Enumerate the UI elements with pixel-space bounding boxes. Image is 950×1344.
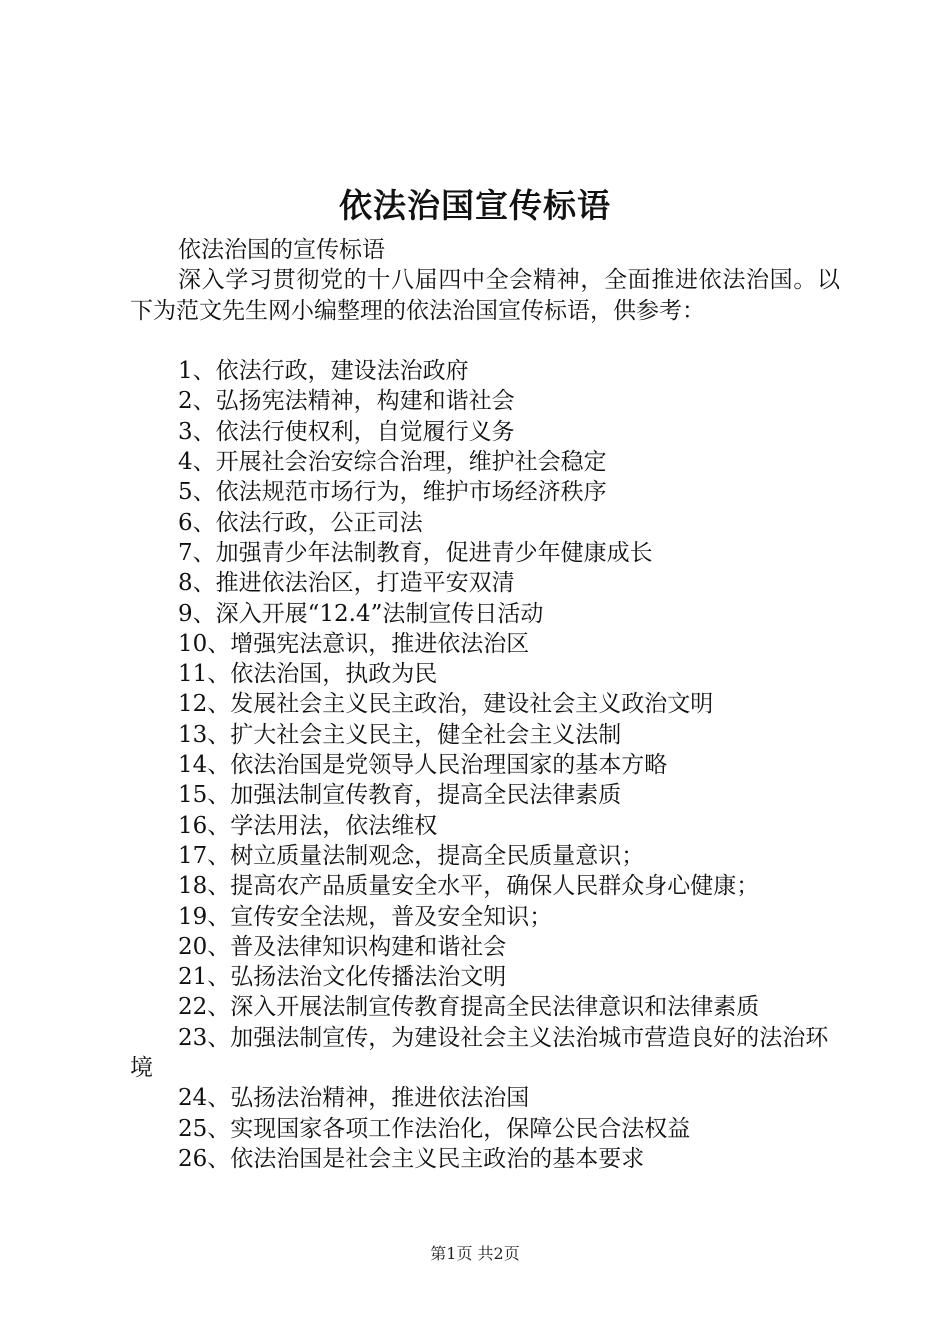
slogan-item: 18、提高农产品质量安全水平，确保人民群众身心健康；	[178, 873, 760, 900]
slogan-item: 25、实现国家各项工作法治化，保障公民合法权益	[178, 1115, 691, 1142]
intro-paragraph: 深入学习贯彻党的十八届四中全会精神，全面推进依法治国。以下为范文先生网小编整理的依法治国宣传标语，供参考：	[130, 267, 840, 324]
slogan-item: 24、弘扬法治精神，推进依法治国	[178, 1085, 530, 1112]
slogan-item: 13、扩大社会主义民主，健全社会主义法制	[178, 721, 622, 748]
slogan-item: 16、学法用法，依法维权	[178, 812, 438, 839]
slogan-item: 7、加强青少年法制教育，促进青少年健康成长	[178, 539, 653, 566]
subtitle: 依法治国的宣传标语	[178, 237, 385, 263]
slogan-item: 1、依法行政，建设法治政府	[178, 358, 469, 385]
slogan-list	[130, 356, 840, 1174]
slogan-item: 19、宣传安全法规，普及安全知识；	[178, 903, 553, 930]
slogan-item: 22、深入开展法制宣传教育提高全民法律意识和法律素质	[178, 994, 760, 1021]
slogan-item: 15、加强法制宣传教育，提高全民法律素质	[178, 782, 622, 809]
slogan-item: 6、依法行政，公正司法	[178, 509, 423, 536]
slogan-item: 12、发展社会主义民主政治，建设社会主义政治文明	[178, 691, 714, 718]
slogan-item: 10、增强宪法意识，推进依法治区	[178, 630, 530, 657]
slogan-item: 4、开展社会治安综合治理，维护社会稳定	[178, 449, 607, 476]
slogan-item: 5、依法规范市场行为，维护市场经济秩序	[178, 479, 607, 506]
blank-line	[130, 326, 840, 356]
slogan-item: 14、依法治国是党领导人民治理国家的基本方略	[178, 752, 668, 779]
slogan-item: 3、依法行使权利，自觉履行义务	[178, 418, 515, 445]
page-footer: 第1页 共2页	[430, 1244, 520, 1263]
document-title: 依法治国宣传标语	[339, 186, 611, 225]
slogan-item: 11、依法治国，执政为民	[178, 661, 438, 688]
slogan-item: 26、依法治国是社会主义民主政治的基本要求	[178, 1145, 645, 1172]
slogan-item: 2、弘扬宪法精神，构建和谐社会	[178, 388, 515, 415]
slogan-item: 23、加强法制宣传，为建设社会主义法治城市营造良好的法治环境	[130, 1024, 829, 1082]
document-body	[130, 235, 840, 1174]
slogan-item: 20、普及法律知识构建和谐社会	[178, 933, 507, 960]
slogan-item: 17、树立质量法制观念，提高全民质量意识；	[178, 842, 645, 869]
slogan-item: 8、推进依法治区，打造平安双清	[178, 570, 515, 597]
slogan-item: 9、深入开展“12.4”法制宣传日活动	[178, 600, 544, 627]
slogan-item: 21、弘扬法治文化传播法治文明	[178, 964, 507, 991]
